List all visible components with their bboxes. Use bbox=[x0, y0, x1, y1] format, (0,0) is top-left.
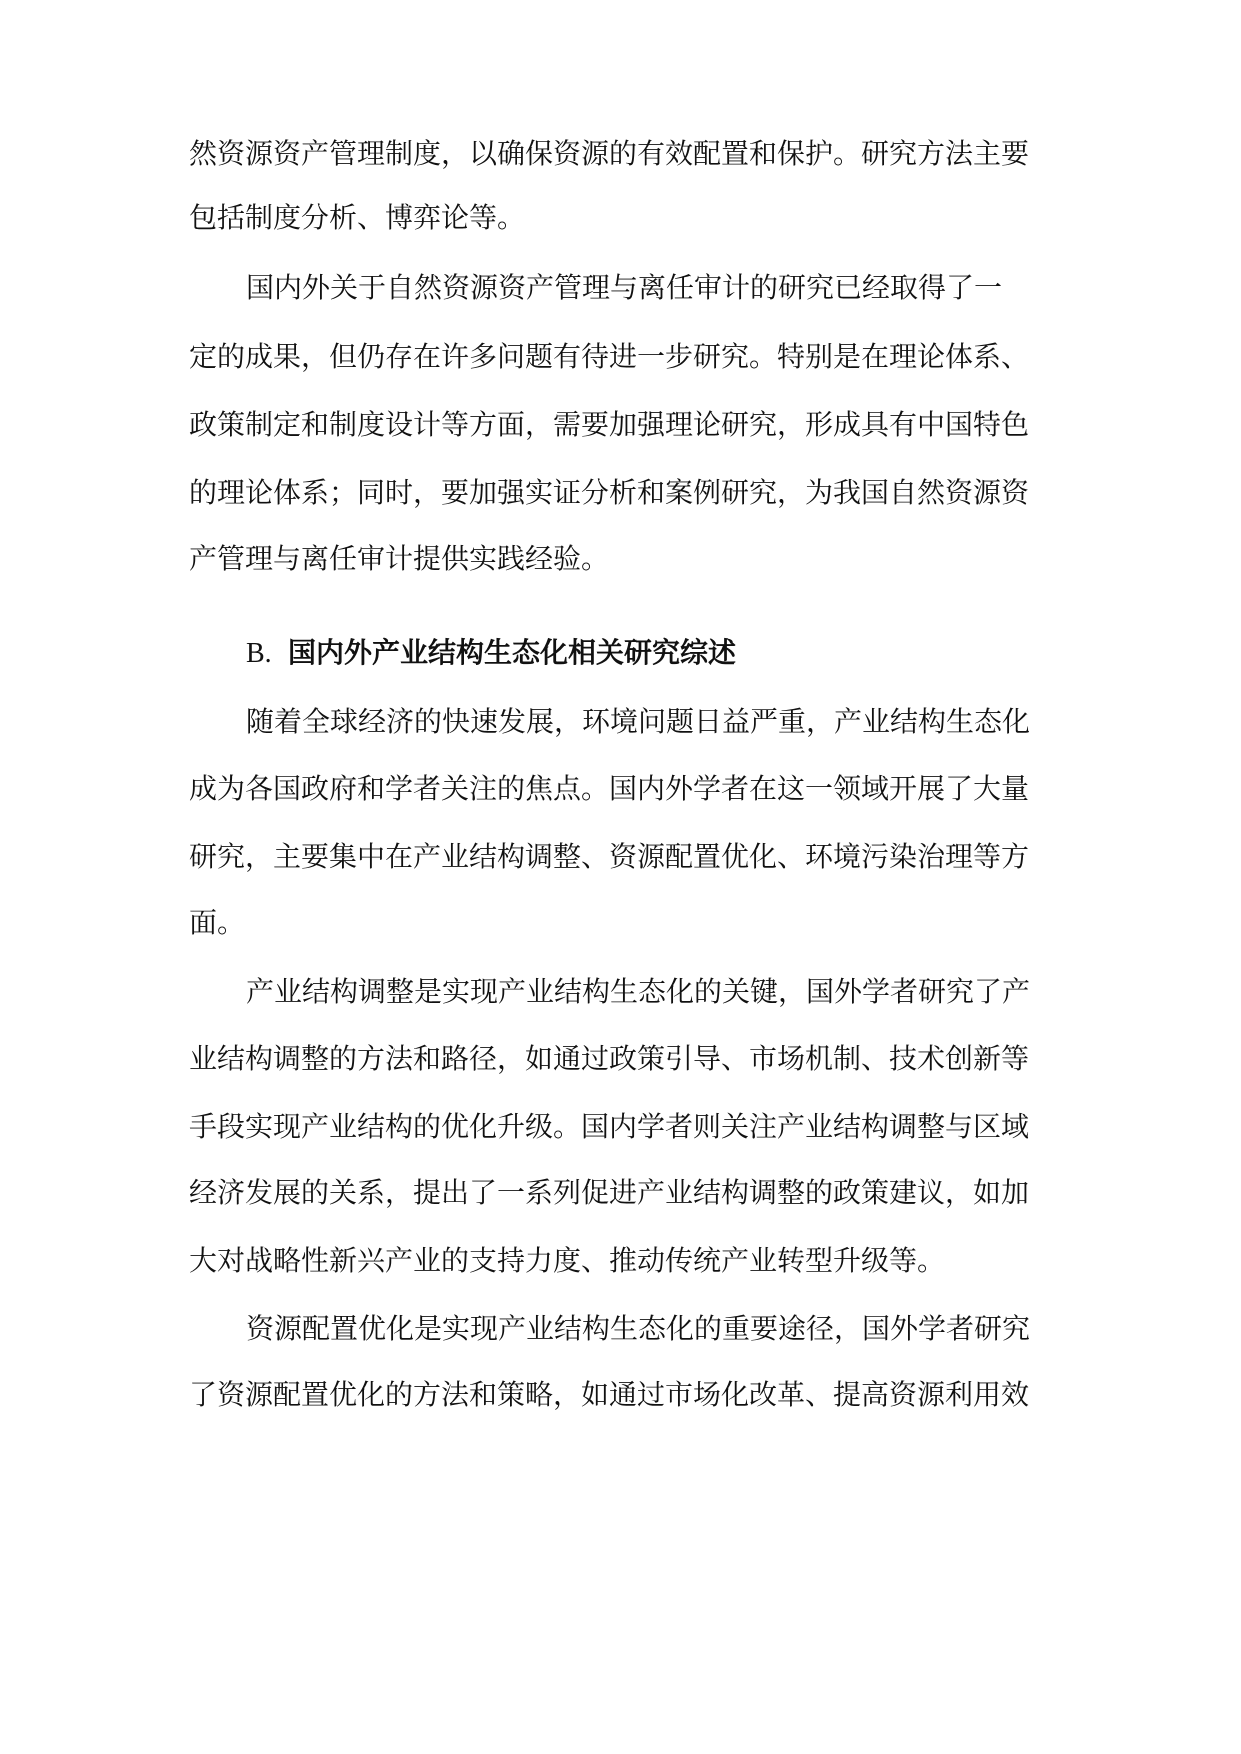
paragraph-2-line-1: 国内外关于自然资源资产管理与离任审计的研究已经取得了一 bbox=[246, 271, 1003, 304]
paragraph-4-line-2: 业结构调整的方法和路径，如通过政策引导、市场机制、技术创新等 bbox=[189, 1042, 1030, 1075]
paragraph-2-line-5: 产管理与离任审计提供实践经验。 bbox=[189, 542, 610, 575]
paragraph-1-line-2: 包括制度分析、博弈论等。 bbox=[189, 201, 526, 234]
paragraph-4-line-1: 产业结构调整是实现产业结构生态化的关键，国外学者研究了产 bbox=[246, 975, 1031, 1008]
paragraph-3-line-4: 面。 bbox=[189, 906, 246, 939]
paragraph-3-line-2: 成为各国政府和学者关注的焦点。国内外学者在这一领域开展了大量 bbox=[189, 772, 1030, 805]
paragraph-2-line-4: 的理论体系；同时，要加强实证分析和案例研究，为我国自然资源资 bbox=[189, 476, 1030, 509]
section-heading bbox=[246, 633, 1066, 673]
paragraph-2-line-3: 政策制定和制度设计等方面，需要加强理论研究，形成具有中国特色 bbox=[189, 408, 1030, 441]
paragraph-4-line-3: 手段实现产业结构的优化升级。国内学者则关注产业结构调整与区域 bbox=[189, 1110, 1030, 1143]
paragraph-4-line-4: 经济发展的关系，提出了一系列促进产业结构调整的政策建议，如加 bbox=[189, 1176, 1030, 1209]
paragraph-2-line-2: 定的成果，但仍存在许多问题有待进一步研究。特别是在理论体系、 bbox=[189, 340, 1030, 373]
paragraph-5-line-1: 资源配置优化是实现产业结构生态化的重要途径，国外学者研究 bbox=[246, 1312, 1031, 1345]
paragraph-5-line-2: 了资源配置优化的方法和策略，如通过市场化改革、提高资源利用效 bbox=[189, 1378, 1030, 1411]
paragraph-3-line-1: 随着全球经济的快速发展，环境问题日益严重，产业结构生态化 bbox=[246, 705, 1031, 738]
section-number: B. bbox=[246, 638, 272, 669]
paragraph-1-line-1: 然资源资产管理制度，以确保资源的有效配置和保护。研究方法主要 bbox=[189, 137, 1030, 170]
section-title: 国内外产业结构生态化相关研究综述 bbox=[288, 636, 737, 669]
paragraph-3-line-3: 研究，主要集中在产业结构调整、资源配置优化、环境污染治理等方 bbox=[189, 840, 1030, 873]
paragraph-4-line-5: 大对战略性新兴产业的支持力度、推动传统产业转型升级等。 bbox=[189, 1244, 946, 1277]
